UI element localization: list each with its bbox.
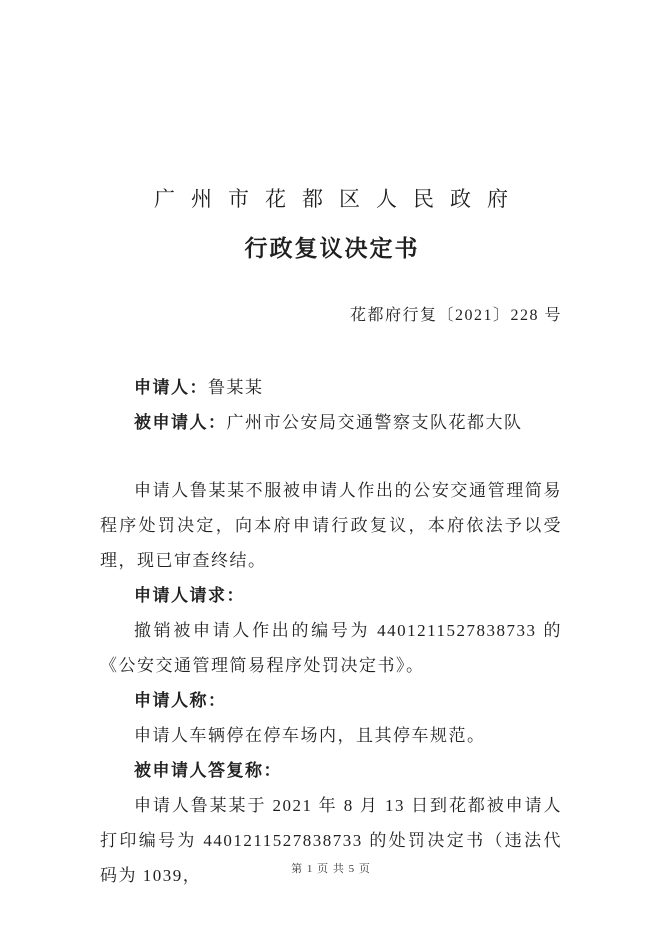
body-section xyxy=(100,473,562,893)
document-subtitle: 行政复议决定书 xyxy=(244,235,420,261)
document-title: 广州市花都区人民政府 xyxy=(154,187,524,211)
heading-applicant-statement: 申请人称： xyxy=(134,691,227,710)
respondent-value: 广州市公安局交通警察支队花都大队 xyxy=(226,413,523,432)
respondent-line xyxy=(100,405,562,440)
parties-section xyxy=(100,370,562,440)
paragraph-intro: 申请人鲁某某不服被申请人作出的公安交通管理简易程序处罚决定，向本府申请行政复议，本府依法予以受理，现已审查终结。 xyxy=(100,481,562,570)
paragraph-request: 撤销被申请人作出的编号为 4401211527838733 的《公安交通管理简易程序处罚决定书》。 xyxy=(100,621,562,675)
paragraph-applicant-statement: 申请人车辆停在停车场内，且其停车规范。 xyxy=(134,726,486,745)
paragraph-respondent-reply: 申请人鲁某某于 2021 年 8 月 13 日到花都被申请人打印编号为 4401211527838733 的处罚决定书（违法代码为 1039， xyxy=(100,796,562,885)
page-number-footer: 第 1 页 共 5 页 xyxy=(291,863,371,875)
applicant-label: 申请人： xyxy=(134,378,208,397)
heading-respondent-reply: 被申请人答复称： xyxy=(134,761,282,780)
applicant-value: 鲁某某 xyxy=(208,378,264,397)
heading-applicant-request: 申请人请求： xyxy=(134,586,245,605)
applicant-line xyxy=(100,370,562,405)
respondent-label: 被申请人： xyxy=(134,413,227,432)
document-number: 花都府行复〔2021〕228 号 xyxy=(349,307,562,324)
